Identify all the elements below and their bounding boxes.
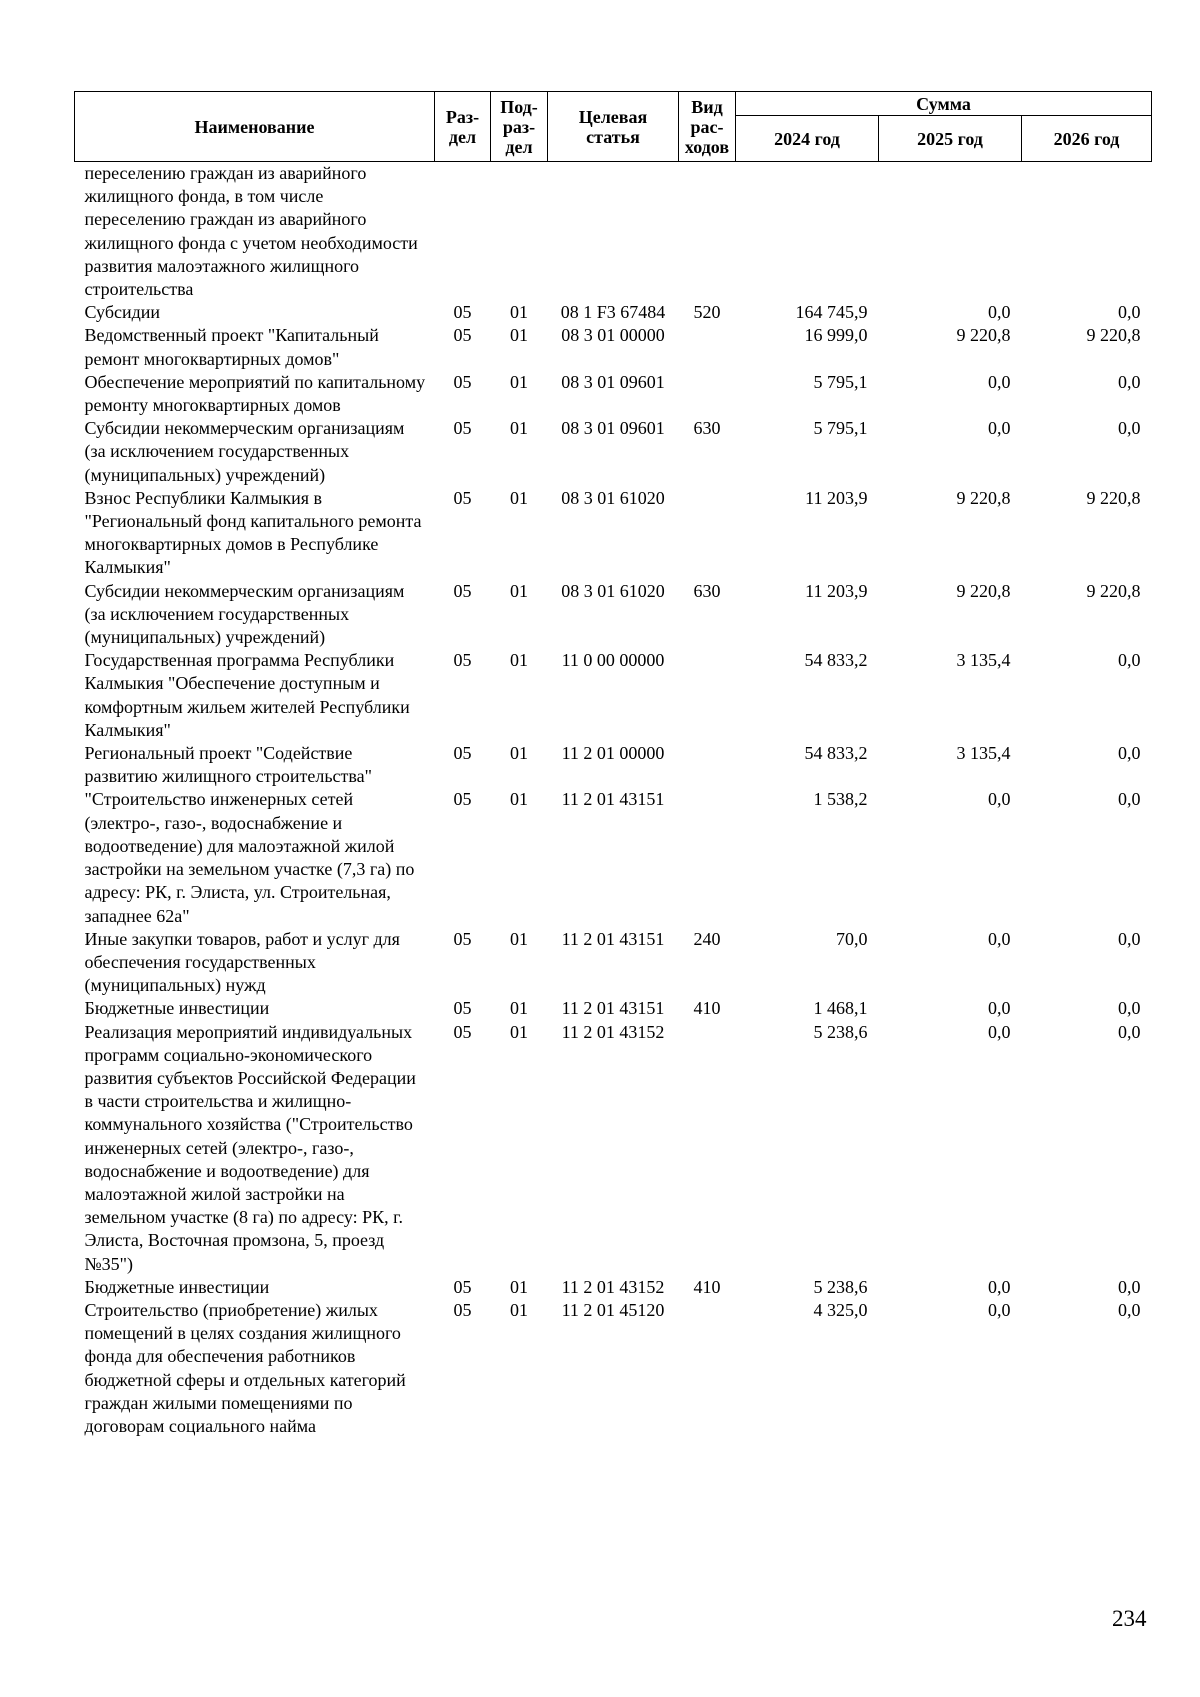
row-celevaya-statya: 08 3 01 61020 [561, 487, 665, 508]
table-row [75, 928, 1152, 998]
row-vid-rashodov [679, 162, 736, 302]
row-vid-rashodov: 410 [693, 1276, 721, 1297]
row-sum-2024 [736, 162, 879, 302]
header-celevaya-statya: Целевая статья [548, 92, 679, 162]
header-year-2026: 2026 год [1022, 116, 1152, 162]
row-sum-2025: 0,0 [988, 371, 1011, 392]
row-sum-2025: 3 135,4 [956, 650, 1011, 671]
table-row [75, 788, 1152, 927]
row-sum-2025: 0,0 [988, 928, 1011, 949]
row-sum-2026: 0,0 [1118, 1276, 1141, 1297]
table-row [75, 580, 1152, 650]
row-celevaya-statya: 11 2 01 43151 [561, 998, 665, 1019]
table-body [75, 162, 1152, 1439]
row-name: Реализация мероприятий индивидуальных программ социально-экономического развития субъектов Российской Федерации в части строительства и жилищно-коммунального хозяйства ("Строительство инженерных сетей (электро-, газо-, водоснабжение и водоотведение) для малоэтажной жилой застройки на земельном участке (8 га) по адресу: РК, г. Элиста, Восточная промзона, 5, проезд №35") [84, 1021, 416, 1274]
row-name: переселению граждан из аварийного жилищного фонда, в том числе переселению граждан из аварийного жилищного фонда с учетом необходимости развития малоэтажного жилищного строительства [84, 163, 418, 300]
row-name: Иные закупки товаров, работ и услуг для обеспечения государственных (муниципальных) нужд [84, 928, 400, 996]
row-sum-2025: 0,0 [988, 1299, 1011, 1320]
row-name: Региональный проект "Содействие развитию жилищного строительства" [84, 743, 372, 787]
table-row [75, 997, 1152, 1020]
row-sum-2026: 0,0 [1118, 302, 1141, 323]
table-row [75, 1299, 1152, 1438]
table-row [75, 162, 1152, 302]
row-vid-rashodov: 630 [693, 418, 721, 439]
row-sum-2026: 0,0 [1118, 650, 1141, 671]
row-celevaya-statya: 11 0 00 00000 [561, 650, 665, 671]
row-name: Субсидии некоммерческим организациям (за исключением государственных (муниципальных) учреждений) [84, 418, 405, 485]
table-row [75, 742, 1152, 788]
row-sum-2024: 5 238,6 [813, 1021, 868, 1042]
row-sum-2024: 5 238,6 [813, 1276, 868, 1297]
row-razdel: 05 [453, 418, 472, 439]
row-razdel: 05 [453, 789, 472, 810]
row-podrazdel: 01 [510, 325, 528, 346]
row-razdel: 05 [453, 325, 472, 346]
header-year-2024: 2024 год [736, 116, 879, 162]
page-number: 234 [1112, 1606, 1147, 1631]
row-celevaya-statya: 08 3 01 00000 [561, 325, 665, 346]
table-row [75, 324, 1152, 370]
row-sum-2025: 0,0 [988, 789, 1011, 810]
row-vid-rashodov: 240 [693, 928, 721, 949]
row-sum-2026: 0,0 [1118, 371, 1141, 392]
row-sum-2024: 11 203,9 [805, 580, 868, 601]
row-sum-2026: 0,0 [1118, 928, 1141, 949]
row-sum-2025: 0,0 [988, 998, 1011, 1019]
table-header [75, 92, 1152, 162]
row-razdel: 05 [453, 302, 472, 323]
table-row [75, 371, 1152, 417]
row-vid-rashodov: 410 [693, 998, 721, 1019]
row-sum-2024: 5 795,1 [813, 418, 868, 439]
row-sum-2026: 0,0 [1118, 418, 1141, 439]
row-podrazdel: 01 [510, 371, 528, 392]
row-sum-2024: 5 795,1 [813, 371, 868, 392]
row-vid-rashodov: 520 [693, 302, 721, 323]
row-podrazdel: 01 [510, 928, 528, 949]
row-sum-2025: 0,0 [988, 1276, 1011, 1297]
row-sum-2026: 9 220,8 [1086, 325, 1141, 346]
table-row [75, 487, 1152, 580]
row-razdel: 05 [453, 650, 472, 671]
row-sum-2024: 54 833,2 [804, 743, 868, 764]
row-vid-rashodov: 630 [693, 580, 721, 601]
row-celevaya-statya: 08 3 01 61020 [561, 580, 665, 601]
row-sum-2025: 9 220,8 [956, 487, 1011, 508]
row-razdel: 05 [453, 1021, 472, 1042]
row-sum-2024: 16 999,0 [804, 325, 868, 346]
row-sum-2026: 9 220,8 [1086, 487, 1141, 508]
row-podrazdel: 01 [510, 580, 528, 601]
header-podrazdel: Под- раз- дел [491, 92, 548, 162]
row-name: Бюджетные инвестиции [84, 1276, 270, 1297]
row-sum-2025: 0,0 [988, 1021, 1011, 1042]
row-celevaya-statya: 11 2 01 00000 [561, 743, 665, 764]
row-celevaya-statya [548, 162, 679, 302]
row-celevaya-statya: 11 2 01 43151 [561, 928, 665, 949]
row-sum-2026 [1022, 162, 1152, 302]
row-vid-rashodov [679, 1299, 736, 1438]
row-vid-rashodov [679, 487, 736, 580]
row-name: Ведомственный проект "Капитальный ремонт многоквартирных домов" [84, 325, 379, 369]
header-name: Наименование [75, 92, 435, 162]
row-podrazdel: 01 [510, 418, 528, 439]
row-sum-2026: 0,0 [1118, 998, 1141, 1019]
row-vid-rashodov [679, 649, 736, 742]
row-sum-2026: 0,0 [1118, 789, 1141, 810]
row-name: Строительство (приобретение) жилых помещений в целях создания жилищного фонда для обеспечения работников бюджетной сферы и отдельных категорий граждан жилыми помещениями по договорам социального найма [84, 1299, 406, 1436]
row-podrazdel: 01 [510, 650, 528, 671]
table-row [75, 301, 1152, 324]
row-sum-2024: 1 538,2 [813, 789, 868, 810]
row-podrazdel: 01 [510, 789, 528, 810]
row-podrazdel: 01 [510, 1021, 528, 1042]
row-celevaya-statya: 11 2 01 43152 [561, 1021, 665, 1042]
row-razdel: 05 [453, 1299, 472, 1320]
header-summa: Сумма [736, 92, 1152, 116]
row-sum-2026: 0,0 [1118, 1299, 1141, 1320]
row-sum-2026: 9 220,8 [1086, 580, 1141, 601]
row-podrazdel: 01 [510, 487, 528, 508]
row-razdel: 05 [453, 743, 472, 764]
row-vid-rashodov [679, 742, 736, 788]
row-name: Взнос Республики Калмыкия в "Региональный фонд капитального ремонта многоквартирных домов в Республике Калмыкия" [84, 487, 422, 578]
row-podrazdel: 01 [510, 1276, 528, 1297]
header-year-2025: 2025 год [879, 116, 1022, 162]
row-sum-2024: 54 833,2 [804, 650, 868, 671]
row-celevaya-statya: 11 2 01 43152 [561, 1276, 665, 1297]
table-row [75, 1021, 1152, 1276]
table-row [75, 417, 1152, 487]
row-vid-rashodov [679, 371, 736, 417]
row-razdel: 05 [453, 580, 472, 601]
row-razdel [435, 162, 491, 302]
row-sum-2026: 0,0 [1118, 1021, 1141, 1042]
row-sum-2025: 9 220,8 [956, 580, 1011, 601]
row-celevaya-statya: 08 3 01 09601 [561, 418, 665, 439]
row-name: Субсидии некоммерческим организациям (за исключением государственных (муниципальных) учреждений) [84, 580, 405, 648]
row-sum-2024: 11 203,9 [805, 487, 868, 508]
row-podrazdel: 01 [510, 302, 528, 323]
table-row [75, 649, 1152, 742]
row-sum-2025 [879, 162, 1022, 302]
row-podrazdel: 01 [510, 1299, 528, 1320]
row-razdel: 05 [453, 1276, 472, 1297]
row-razdel: 05 [453, 998, 472, 1019]
header-vid-rashodov: Вид рас- ходов [679, 92, 736, 162]
row-sum-2024: 1 468,1 [813, 998, 868, 1019]
row-celevaya-statya: 08 1 F3 67484 [560, 302, 666, 323]
row-sum-2025: 3 135,4 [956, 743, 1011, 764]
row-celevaya-statya: 08 3 01 09601 [561, 371, 665, 392]
row-celevaya-statya: 11 2 01 45120 [561, 1299, 665, 1320]
row-vid-rashodov [679, 324, 736, 370]
row-razdel: 05 [453, 487, 472, 508]
row-name: Бюджетные инвестиции [84, 998, 270, 1019]
row-name: "Строительство инженерных сетей (электро-, газо-, водоснабжение и водоотведение) для малоэтажной жилой застройки на земельном участке (7,3 га) по адресу: РК, г. Элиста, ул. Строительная, западнее 62а" [84, 789, 415, 926]
row-sum-2024: 164 745,9 [795, 302, 868, 323]
row-razdel: 05 [453, 371, 472, 392]
row-razdel: 05 [453, 928, 472, 949]
row-podrazdel: 01 [510, 998, 528, 1019]
row-vid-rashodov [679, 1021, 736, 1276]
row-sum-2024: 4 325,0 [813, 1299, 868, 1320]
row-podrazdel: 01 [510, 743, 528, 764]
table-row [75, 1276, 1152, 1299]
row-celevaya-statya: 11 2 01 43151 [561, 789, 665, 810]
row-sum-2026: 0,0 [1118, 743, 1141, 764]
header-razdel: Раз- дел [435, 92, 491, 162]
row-name: Обеспечение мероприятий по капитальному ремонту многоквартирных домов [84, 371, 426, 416]
budget-table-page [74, 91, 1151, 1438]
row-vid-rashodov [679, 788, 736, 927]
row-sum-2025: 9 220,8 [956, 325, 1011, 346]
budget-table [74, 91, 1152, 1438]
row-sum-2025: 0,0 [988, 418, 1011, 439]
row-sum-2025: 0,0 [988, 302, 1011, 323]
row-name: Государственная программа Республики Калмыкия "Обеспечение доступным и комфортным жильем жителей Республики Калмыкия" [84, 650, 410, 740]
row-sum-2024: 70,0 [836, 928, 868, 949]
row-name: Субсидии [84, 302, 161, 323]
row-podrazdel [491, 162, 548, 302]
